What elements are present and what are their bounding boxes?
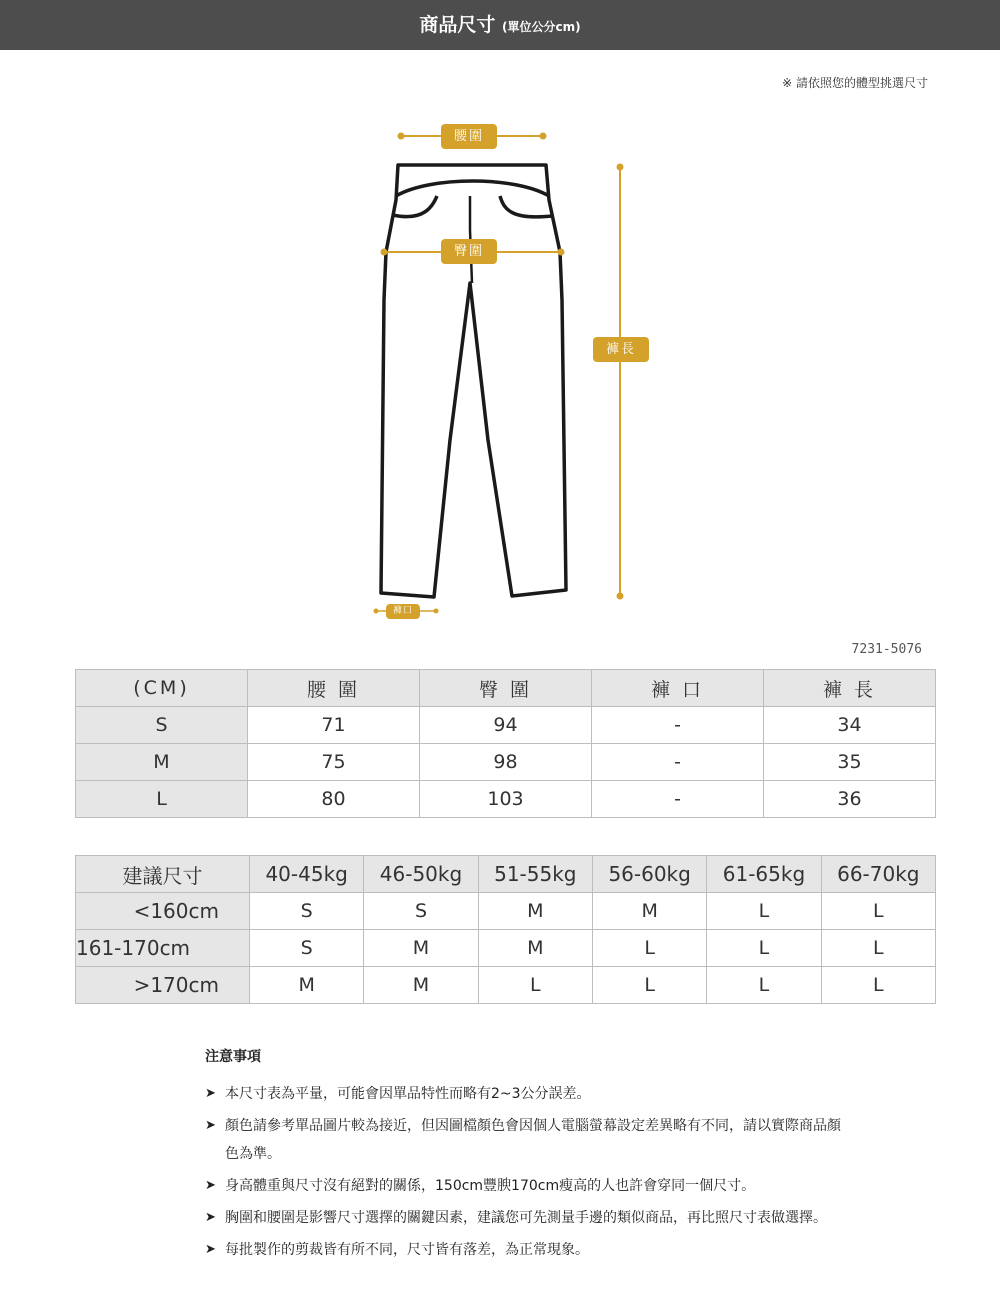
table-cell: L xyxy=(821,930,935,967)
hem-left-dot xyxy=(374,609,379,614)
table-row xyxy=(76,930,936,967)
table-cell: L xyxy=(821,893,935,930)
table-cell: L xyxy=(821,967,935,1004)
table-cell: S xyxy=(250,893,364,930)
notes-section xyxy=(205,1046,845,1268)
waist-label: 腰圍 xyxy=(441,124,497,149)
size-table-header-row xyxy=(76,670,936,707)
arrow-icon: ➤ xyxy=(205,1242,216,1257)
pants-illustration xyxy=(0,110,1000,620)
table-cell: - xyxy=(592,744,764,781)
product-code: 7231-5076 xyxy=(851,642,922,657)
size-table-header: 褲 口 xyxy=(592,670,764,707)
size-table-header: 臀 圍 xyxy=(420,670,592,707)
list-item xyxy=(205,1236,845,1264)
size-table-header: (CM) xyxy=(76,670,248,707)
table-row xyxy=(76,781,936,818)
hip-label: 臀圍 xyxy=(441,239,497,264)
size-table xyxy=(75,669,936,818)
table-cell: 71 xyxy=(248,707,420,744)
table-cell: - xyxy=(592,781,764,818)
size-label: M xyxy=(76,744,248,781)
size-label: L xyxy=(76,781,248,818)
note-text: 本尺寸表為平量，可能會因單品特性而略有2~3公分誤差。 xyxy=(225,1086,591,1102)
list-item xyxy=(205,1080,845,1108)
recommend-table-header: 61-65kg xyxy=(707,856,821,893)
table-cell: M xyxy=(250,967,364,1004)
table-cell: - xyxy=(592,707,764,744)
size-label: S xyxy=(76,707,248,744)
header-title: 商品尺寸 xyxy=(419,14,496,36)
arrow-icon: ➤ xyxy=(205,1178,216,1193)
hem-label: 褲口 xyxy=(386,604,420,619)
table-cell: S xyxy=(250,930,364,967)
note-text: 每批製作的剪裁皆有所不同，尺寸皆有落差，為正常現象。 xyxy=(225,1242,589,1258)
waist-right-dot xyxy=(540,133,547,140)
arrow-icon: ➤ xyxy=(205,1086,216,1101)
table-cell: 80 xyxy=(248,781,420,818)
table-cell: M xyxy=(364,967,478,1004)
recommend-table-header: 51-55kg xyxy=(478,856,592,893)
recommend-table-header-row xyxy=(76,856,936,893)
hip-right-dot xyxy=(558,249,565,256)
table-cell: 75 xyxy=(248,744,420,781)
size-table-header: 褲 長 xyxy=(764,670,936,707)
table-cell: S xyxy=(364,893,478,930)
table-cell: 36 xyxy=(764,781,936,818)
table-cell: 103 xyxy=(420,781,592,818)
size-table-header: 腰 圍 xyxy=(248,670,420,707)
recommend-table-header: 66-70kg xyxy=(821,856,935,893)
length-top-dot xyxy=(617,164,624,171)
note-text: 顏色請參考單品圖片較為接近，但因圖檔顏色會因個人電腦螢幕設定差異略有不同，請以實際商品顏色為準。 xyxy=(225,1118,841,1162)
recommend-size-table xyxy=(75,855,936,1004)
notes-title: 注意事項 xyxy=(205,1049,261,1065)
pants-diagram xyxy=(0,110,1000,620)
table-cell: M xyxy=(478,893,592,930)
table-cell: L xyxy=(707,930,821,967)
table-row xyxy=(76,707,936,744)
table-row xyxy=(76,744,936,781)
list-item xyxy=(205,1172,845,1200)
recommend-table-header: 56-60kg xyxy=(592,856,706,893)
height-label: <160cm xyxy=(76,893,250,930)
arrow-icon: ➤ xyxy=(205,1210,216,1225)
length-label: 褲長 xyxy=(593,337,649,362)
table-row xyxy=(76,967,936,1004)
table-cell: L xyxy=(478,967,592,1004)
recommend-table-header: 40-45kg xyxy=(250,856,364,893)
size-selection-note: ※ 請依照您的體型挑選尺寸 xyxy=(782,76,928,90)
table-cell: 98 xyxy=(420,744,592,781)
table-cell: L xyxy=(592,967,706,1004)
arrow-icon: ➤ xyxy=(205,1118,216,1133)
table-row xyxy=(76,893,936,930)
height-label: 161-170cm xyxy=(76,930,250,967)
table-cell: 35 xyxy=(764,744,936,781)
table-cell: L xyxy=(707,893,821,930)
table-cell: 94 xyxy=(420,707,592,744)
hip-left-dot xyxy=(381,249,388,256)
recommend-table-header: 建議尺寸 xyxy=(76,856,250,893)
table-cell: 34 xyxy=(764,707,936,744)
page-header xyxy=(0,0,1000,50)
table-cell: L xyxy=(592,930,706,967)
table-cell: M xyxy=(478,930,592,967)
list-item xyxy=(205,1112,845,1168)
note-text: 胸圍和腰圍是影響尺寸選擇的關鍵因素，建議您可先測量手邊的類似商品，再比照尺寸表做選擇。 xyxy=(225,1210,827,1226)
hem-right-dot xyxy=(434,609,439,614)
pants-outline xyxy=(381,165,566,597)
table-cell: L xyxy=(707,967,821,1004)
recommend-table-header: 46-50kg xyxy=(364,856,478,893)
table-cell: M xyxy=(364,930,478,967)
waist-left-dot xyxy=(398,133,405,140)
length-bottom-dot xyxy=(617,593,624,600)
list-item xyxy=(205,1204,845,1232)
note-text: 身高體重與尺寸沒有絕對的關係，150cm豐腴170cm瘦高的人也許會穿同一個尺寸。 xyxy=(225,1178,756,1194)
height-label: >170cm xyxy=(76,967,250,1004)
header-unit: (單位公分cm) xyxy=(502,20,581,34)
table-cell: M xyxy=(592,893,706,930)
